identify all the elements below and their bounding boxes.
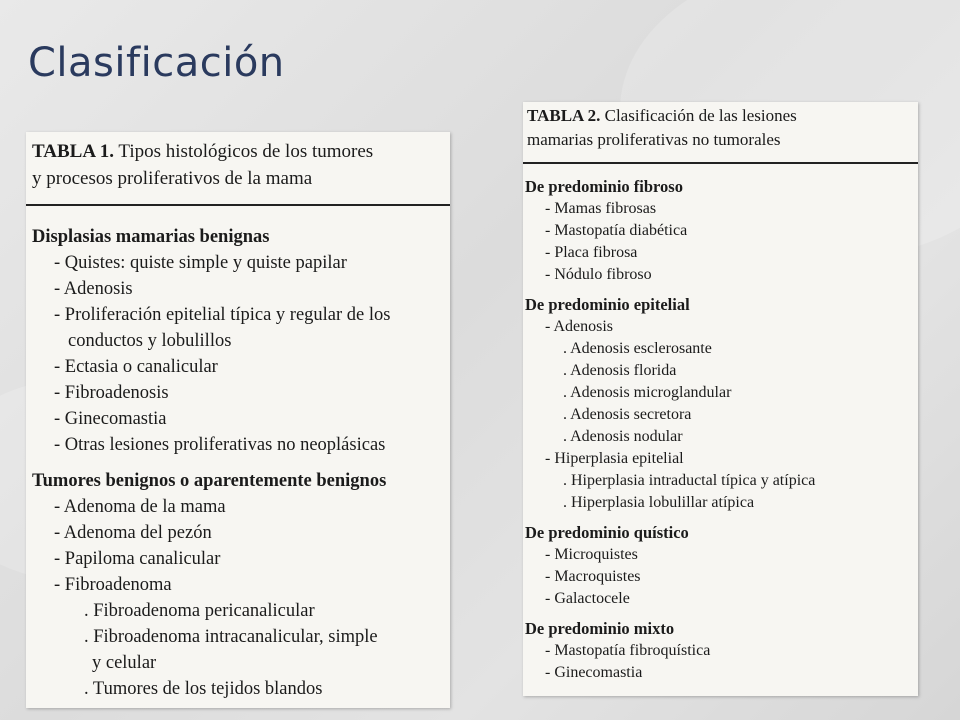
section-heading: De predominio epitelial: [525, 295, 690, 314]
section-heading: Tumores benignos o aparentemente benignos: [32, 471, 387, 491]
section-gap: [525, 610, 917, 618]
table-1-rule: [26, 204, 450, 206]
list-item: . Adenosis nodular: [563, 428, 683, 445]
list-item: - Ectasia o canalicular: [54, 357, 218, 377]
list-item: - Fibroadenosis: [54, 383, 169, 403]
list-item: . Hiperplasia intraductal típica y atípica: [563, 472, 816, 489]
table-1-caption: [32, 138, 442, 192]
list-item: - Adenoma del pezón: [54, 523, 212, 543]
table-1-caption-line2: y procesos proliferativos de la mama: [32, 168, 313, 189]
slide-title: Clasificación: [28, 40, 285, 86]
list-item: - Fibroadenoma: [54, 575, 172, 595]
section-heading: De predominio fibroso: [525, 177, 683, 196]
list-item: . Adenosis secretora: [563, 406, 692, 423]
list-item: . Fibroadenoma pericanalicular: [84, 601, 315, 621]
list-item: - Mamas fibrosas: [545, 200, 657, 217]
list-item: - Otras lesiones proliferativas no neoplásicas: [54, 435, 386, 455]
list-item: - Adenoma de la mama: [54, 497, 226, 517]
list-item: - Proliferación epitelial típica y regular de los: [54, 305, 391, 325]
table-1-caption-text: Tipos histológicos de los tumores: [114, 141, 374, 162]
list-item: conductos y lobulillos: [68, 331, 232, 351]
table-1-label: TABLA 1.: [32, 141, 115, 162]
section-gap: [525, 514, 917, 522]
section-gap: [32, 458, 450, 468]
list-item: - Microquistes: [545, 546, 638, 563]
list-item: - Ginecomastia: [54, 409, 167, 429]
list-item: - Placa fibrosa: [545, 244, 638, 261]
list-item: . Adenosis esclerosante: [563, 340, 712, 357]
list-item: - Quistes: quiste simple y quiste papilar: [54, 253, 347, 273]
list-item: . Hiperplasia lobulillar atípica: [563, 494, 755, 511]
table-2-caption-line2: mamarias proliferativas no tumorales: [527, 130, 781, 149]
list-item: - Ginecomastia: [545, 664, 643, 681]
list-item: - Adenosis: [54, 279, 133, 299]
list-item: - Adenosis: [545, 318, 613, 335]
list-item: . Fibroadenoma intracanalicular, simple: [84, 627, 378, 647]
section-heading: De predominio mixto: [525, 619, 675, 638]
list-item: - Nódulo fibroso: [545, 266, 652, 283]
list-item: - Hiperplasia epitelial: [545, 450, 684, 467]
section-gap: [525, 286, 917, 294]
table-2-rule: [523, 162, 918, 164]
table-2-caption: [527, 104, 917, 152]
table-2-label: TABLA 2.: [527, 106, 601, 125]
table-1-body: [32, 224, 450, 702]
list-item: - Mastopatía fibroquística: [545, 642, 711, 659]
list-item: . Tumores de los tejidos blandos: [84, 679, 323, 699]
table-2-body: [525, 176, 917, 684]
scanned-table-1: [26, 132, 450, 708]
section-heading: Displasias mamarias benignas: [32, 227, 270, 247]
table-2-caption-text: Clasificación de las lesiones: [600, 106, 797, 125]
list-item: - Mastopatía diabética: [545, 222, 688, 239]
list-item: - Macroquistes: [545, 568, 641, 585]
list-item: . Adenosis florida: [563, 362, 677, 379]
list-item: - Galactocele: [545, 590, 630, 607]
list-item: y celular: [92, 653, 157, 673]
scanned-table-2: [523, 102, 918, 696]
list-item: - Papiloma canalicular: [54, 549, 221, 569]
list-item: . Adenosis microglandular: [563, 384, 732, 401]
section-heading: De predominio quístico: [525, 523, 689, 542]
